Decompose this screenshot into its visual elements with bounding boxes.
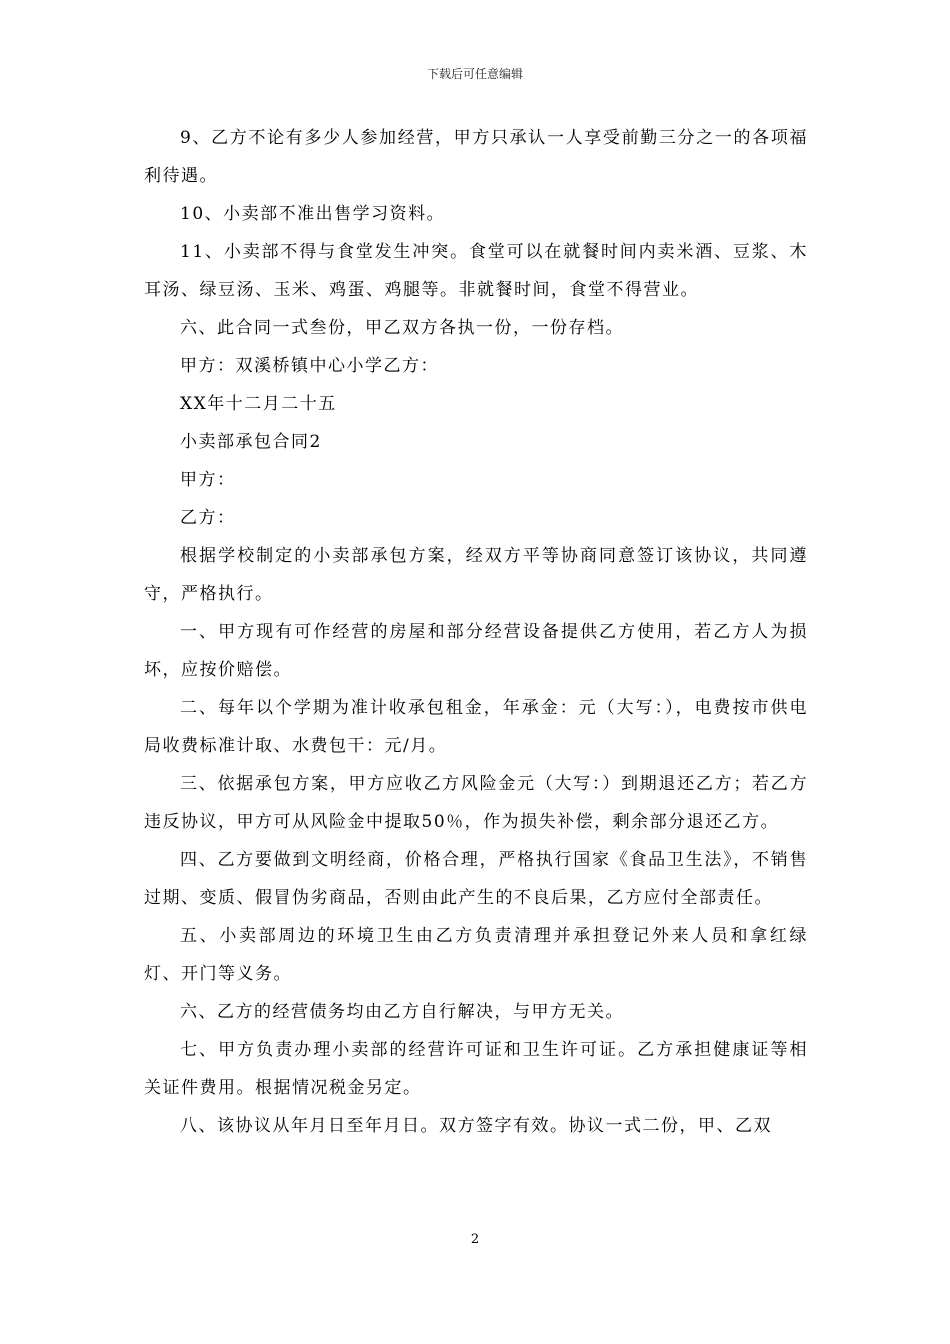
copies-clause-paragraph: 六、此合同一式叁份，甲乙双方各执一份，一份存档。 (180, 318, 624, 338)
party-a-line: 甲方： (180, 470, 236, 490)
party-b-line: 乙方： (180, 508, 236, 528)
clause-8-paragraph: 八、该协议从年月日至年月日。双方签字有效。协议一式二份，甲、乙双 (180, 1116, 772, 1136)
contract-title: 小卖部承包合同2 (180, 432, 322, 452)
page-header: 下载后可任意编辑 (426, 67, 523, 81)
page-number: 2 (470, 1232, 480, 1247)
clause-9-paragraph: 9、乙方不论有多少人参加经营，甲方只承认一人享受前勤三分之一的各项福利待遇。 (144, 128, 808, 186)
clause-3-paragraph: 三、依据承包方案，甲方应收乙方风险金元（大写：）到期退还乙方；若乙方违反协议，甲方可从风险金中提取50％，作为损失补偿，剩余部分退还乙方。 (144, 774, 808, 832)
clause-6-paragraph: 六、乙方的经营债务均由乙方自行解决，与甲方无关。 (180, 1002, 624, 1022)
clause-11-paragraph: 11、小卖部不得与食堂发生冲突。食堂可以在就餐时间内卖米酒、豆浆、木耳汤、绿豆汤、玉米、鸡蛋、鸡腿等。非就餐时间，食堂不得营业。 (144, 242, 808, 300)
clause-10-paragraph: 10、小卖部不准出售学习资料。 (180, 204, 446, 224)
clause-7-paragraph: 七、甲方负责办理小卖部的经营许可证和卫生许可证。乙方承担健康证等相关证件费用。根据情况税金另定。 (144, 1040, 808, 1098)
clause-4-paragraph: 四、乙方要做到文明经商，价格合理，严格执行国家《食品卫生法》，不销售过期、变质、假冒伪劣商品，否则由此产生的不良后果，乙方应付全部责任。 (144, 850, 808, 908)
document-body (144, 119, 808, 1145)
clause-1-paragraph: 一、甲方现有可作经营的房屋和部分经营设备提供乙方使用，若乙方人为损坏，应按价赔偿。 (144, 622, 808, 680)
signatories-line: 甲方：双溪桥镇中心小学乙方： (180, 356, 439, 376)
clause-5-paragraph: 五、小卖部周边的环境卫生由乙方负责清理并承担登记外来人员和拿红绿灯、开门等义务。 (144, 926, 808, 984)
date-line: XX年十二月二十五 (180, 394, 337, 414)
clause-2-paragraph: 二、每年以个学期为准计收承包租金，年承金：元（大写：），电费按市供电局收费标准计取、水费包干：元/月。 (144, 698, 808, 756)
preamble-paragraph: 根据学校制定的小卖部承包方案，经双方平等协商同意签订该协议，共同遵守，严格执行。 (144, 546, 808, 604)
